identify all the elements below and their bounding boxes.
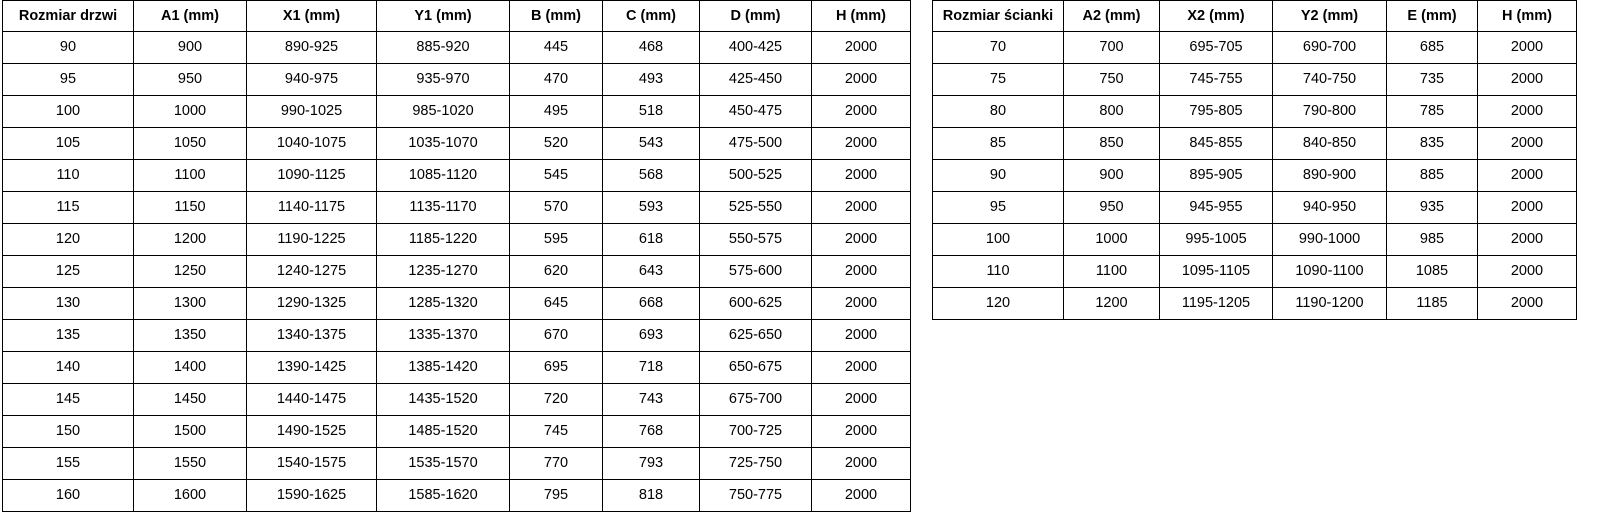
- table-cell: 750: [1064, 64, 1160, 96]
- table-cell: 1100: [1064, 256, 1160, 288]
- table-cell: 885-920: [377, 32, 510, 64]
- table-cell: 700: [1064, 32, 1160, 64]
- walls-dimensions-table-container: [932, 0, 1562, 320]
- table-cell: 495: [510, 96, 603, 128]
- table-cell: 850: [1064, 128, 1160, 160]
- table-row: [3, 416, 911, 448]
- column-header: A1 (mm): [134, 1, 247, 32]
- table-cell: 570: [510, 192, 603, 224]
- table-cell: 995-1005: [1160, 224, 1273, 256]
- table-cell: 2000: [1478, 128, 1577, 160]
- table-cell: 1040-1075: [247, 128, 377, 160]
- table-cell: 670: [510, 320, 603, 352]
- table-cell: 690-700: [1273, 32, 1387, 64]
- table-cell: 750-775: [700, 480, 812, 512]
- table-cell: 790-800: [1273, 96, 1387, 128]
- table-cell: 900: [134, 32, 247, 64]
- table-cell: 1150: [134, 192, 247, 224]
- table-cell: 1200: [1064, 288, 1160, 320]
- table-cell: 2000: [812, 384, 911, 416]
- table-cell: 840-850: [1273, 128, 1387, 160]
- table-cell: 525-550: [700, 192, 812, 224]
- table-cell: 1190-1225: [247, 224, 377, 256]
- table-cell: 645: [510, 288, 603, 320]
- table-cell: 743: [603, 384, 700, 416]
- table-row: [3, 96, 911, 128]
- table-header-row: [3, 1, 911, 32]
- table-cell: 643: [603, 256, 700, 288]
- table-cell: 618: [603, 224, 700, 256]
- table-cell: 2000: [812, 64, 911, 96]
- table-cell: 793: [603, 448, 700, 480]
- table-cell: 845-855: [1160, 128, 1273, 160]
- table-row: [3, 192, 911, 224]
- table-cell: 985-1020: [377, 96, 510, 128]
- table-cell: 1085-1120: [377, 160, 510, 192]
- table-cell: 1285-1320: [377, 288, 510, 320]
- column-header: Rozmiar ścianki: [933, 1, 1064, 32]
- table-cell: 795: [510, 480, 603, 512]
- table-cell: 2000: [812, 128, 911, 160]
- table-cell: 695-705: [1160, 32, 1273, 64]
- column-header: Y1 (mm): [377, 1, 510, 32]
- table-row: [933, 32, 1577, 64]
- column-header: H (mm): [812, 1, 911, 32]
- doors-dimensions-table-container: [2, 0, 886, 512]
- table-cell: 90: [933, 160, 1064, 192]
- table-cell: 1250: [134, 256, 247, 288]
- table-cell: 1240-1275: [247, 256, 377, 288]
- table-cell: 1450: [134, 384, 247, 416]
- table-cell: 2000: [812, 288, 911, 320]
- table-cell: 625-650: [700, 320, 812, 352]
- table-cell: 725-750: [700, 448, 812, 480]
- table-cell: 575-600: [700, 256, 812, 288]
- table-row: [933, 64, 1577, 96]
- column-header: D (mm): [700, 1, 812, 32]
- table-cell: 770: [510, 448, 603, 480]
- table-cell: 1195-1205: [1160, 288, 1273, 320]
- table-cell: 470: [510, 64, 603, 96]
- table-cell: 468: [603, 32, 700, 64]
- table-cell: 1085: [1387, 256, 1478, 288]
- table-cell: 2000: [812, 96, 911, 128]
- table-cell: 2000: [812, 256, 911, 288]
- table-cell: 520: [510, 128, 603, 160]
- table-cell: 493: [603, 64, 700, 96]
- table-cell: 140: [3, 352, 134, 384]
- table-cell: 2000: [812, 224, 911, 256]
- table-cell: 80: [933, 96, 1064, 128]
- table-cell: 720: [510, 384, 603, 416]
- table-cell: 545: [510, 160, 603, 192]
- table-cell: 1235-1270: [377, 256, 510, 288]
- table-cell: 2000: [812, 448, 911, 480]
- table-row: [933, 128, 1577, 160]
- table-cell: 1390-1425: [247, 352, 377, 384]
- table-cell: 990-1000: [1273, 224, 1387, 256]
- table-cell: 2000: [812, 352, 911, 384]
- table-cell: 2000: [812, 416, 911, 448]
- table-cell: 100: [933, 224, 1064, 256]
- table-cell: 1550: [134, 448, 247, 480]
- table-cell: 675-700: [700, 384, 812, 416]
- table-cell: 160: [3, 480, 134, 512]
- table-cell: 745-755: [1160, 64, 1273, 96]
- table-cell: 900: [1064, 160, 1160, 192]
- table-cell: 595: [510, 224, 603, 256]
- table-cell: 445: [510, 32, 603, 64]
- table-cell: 1135-1170: [377, 192, 510, 224]
- table-row: [933, 96, 1577, 128]
- table-cell: 75: [933, 64, 1064, 96]
- table-cell: 740-750: [1273, 64, 1387, 96]
- table-cell: 593: [603, 192, 700, 224]
- table-cell: 668: [603, 288, 700, 320]
- table-cell: 990-1025: [247, 96, 377, 128]
- column-header: X2 (mm): [1160, 1, 1273, 32]
- table-cell: 945-955: [1160, 192, 1273, 224]
- table-row: [3, 64, 911, 96]
- table-cell: 1400: [134, 352, 247, 384]
- table-cell: 1090-1100: [1273, 256, 1387, 288]
- table-cell: 1435-1520: [377, 384, 510, 416]
- table-cell: 155: [3, 448, 134, 480]
- table-cell: 568: [603, 160, 700, 192]
- table-cell: 2000: [1478, 64, 1577, 96]
- table-cell: 1540-1575: [247, 448, 377, 480]
- table-cell: 1090-1125: [247, 160, 377, 192]
- table-cell: 125: [3, 256, 134, 288]
- table-cell: 1140-1175: [247, 192, 377, 224]
- table-cell: 890-900: [1273, 160, 1387, 192]
- table-cell: 2000: [1478, 288, 1577, 320]
- table-cell: 768: [603, 416, 700, 448]
- table-cell: 2000: [1478, 96, 1577, 128]
- table-header-row: [933, 1, 1577, 32]
- table-row: [933, 288, 1577, 320]
- table-cell: 1185-1220: [377, 224, 510, 256]
- table-cell: 1185: [1387, 288, 1478, 320]
- column-header: X1 (mm): [247, 1, 377, 32]
- column-header: Y2 (mm): [1273, 1, 1387, 32]
- table-cell: 950: [1064, 192, 1160, 224]
- table-cell: 2000: [812, 320, 911, 352]
- table-cell: 620: [510, 256, 603, 288]
- table-cell: 685: [1387, 32, 1478, 64]
- table-cell: 95: [3, 64, 134, 96]
- table-cell: 2000: [1478, 192, 1577, 224]
- table-cell: 735: [1387, 64, 1478, 96]
- column-header: A2 (mm): [1064, 1, 1160, 32]
- table-row: [933, 192, 1577, 224]
- table-cell: 130: [3, 288, 134, 320]
- table-cell: 1535-1570: [377, 448, 510, 480]
- table-cell: 550-575: [700, 224, 812, 256]
- table-cell: 600-625: [700, 288, 812, 320]
- column-header: B (mm): [510, 1, 603, 32]
- table-cell: 1190-1200: [1273, 288, 1387, 320]
- table-cell: 90: [3, 32, 134, 64]
- table-cell: 890-925: [247, 32, 377, 64]
- table-cell: 2000: [1478, 256, 1577, 288]
- table-cell: 818: [603, 480, 700, 512]
- table-cell: 650-675: [700, 352, 812, 384]
- table-cell: 885: [1387, 160, 1478, 192]
- walls-dimensions-table: [932, 0, 1577, 320]
- table-cell: 940-975: [247, 64, 377, 96]
- table-cell: 695: [510, 352, 603, 384]
- table-cell: 110: [3, 160, 134, 192]
- table-cell: 1490-1525: [247, 416, 377, 448]
- table-cell: 1100: [134, 160, 247, 192]
- table-cell: 120: [3, 224, 134, 256]
- table-row: [3, 320, 911, 352]
- table-cell: 1350: [134, 320, 247, 352]
- table-cell: 1340-1375: [247, 320, 377, 352]
- table-cell: 100: [3, 96, 134, 128]
- table-cell: 518: [603, 96, 700, 128]
- table-cell: 2000: [812, 160, 911, 192]
- table-row: [3, 480, 911, 512]
- table-cell: 940-950: [1273, 192, 1387, 224]
- table-cell: 1590-1625: [247, 480, 377, 512]
- table-cell: 1385-1420: [377, 352, 510, 384]
- table-cell: 835: [1387, 128, 1478, 160]
- table-cell: 1585-1620: [377, 480, 510, 512]
- table-cell: 800: [1064, 96, 1160, 128]
- table-cell: 700-725: [700, 416, 812, 448]
- table-row: [933, 160, 1577, 192]
- table-cell: 693: [603, 320, 700, 352]
- table-cell: 1300: [134, 288, 247, 320]
- table-cell: 2000: [812, 32, 911, 64]
- table-cell: 1500: [134, 416, 247, 448]
- table-cell: 1200: [134, 224, 247, 256]
- table-cell: 935: [1387, 192, 1478, 224]
- table-row: [933, 256, 1577, 288]
- table-row: [3, 448, 911, 480]
- table-cell: 145: [3, 384, 134, 416]
- table-row: [3, 352, 911, 384]
- table-cell: 425-450: [700, 64, 812, 96]
- table-cell: 718: [603, 352, 700, 384]
- table-cell: 935-970: [377, 64, 510, 96]
- table-cell: 2000: [1478, 160, 1577, 192]
- table-row: [3, 32, 911, 64]
- table-row: [3, 224, 911, 256]
- table-cell: 1335-1370: [377, 320, 510, 352]
- table-cell: 745: [510, 416, 603, 448]
- table-cell: 70: [933, 32, 1064, 64]
- column-header: H (mm): [1478, 1, 1577, 32]
- table-row: [3, 384, 911, 416]
- table-cell: 2000: [1478, 32, 1577, 64]
- table-cell: 1000: [1064, 224, 1160, 256]
- table-cell: 2000: [812, 192, 911, 224]
- table-row: [3, 128, 911, 160]
- table-cell: 85: [933, 128, 1064, 160]
- table-cell: 985: [1387, 224, 1478, 256]
- table-cell: 150: [3, 416, 134, 448]
- table-row: [3, 288, 911, 320]
- table-row: [933, 224, 1577, 256]
- table-cell: 895-905: [1160, 160, 1273, 192]
- table-row: [3, 160, 911, 192]
- table-cell: 2000: [1478, 224, 1577, 256]
- column-header: Rozmiar drzwi: [3, 1, 134, 32]
- table-cell: 475-500: [700, 128, 812, 160]
- table-cell: 400-425: [700, 32, 812, 64]
- table-cell: 1095-1105: [1160, 256, 1273, 288]
- table-cell: 1440-1475: [247, 384, 377, 416]
- table-row: [3, 256, 911, 288]
- table-cell: 500-525: [700, 160, 812, 192]
- table-cell: 105: [3, 128, 134, 160]
- column-header: C (mm): [603, 1, 700, 32]
- column-header: E (mm): [1387, 1, 1478, 32]
- table-cell: 135: [3, 320, 134, 352]
- table-cell: 785: [1387, 96, 1478, 128]
- table-cell: 1600: [134, 480, 247, 512]
- table-cell: 1000: [134, 96, 247, 128]
- table-cell: 543: [603, 128, 700, 160]
- table-cell: 95: [933, 192, 1064, 224]
- table-cell: 110: [933, 256, 1064, 288]
- doors-dimensions-table: [2, 0, 911, 512]
- table-cell: 115: [3, 192, 134, 224]
- table-cell: 795-805: [1160, 96, 1273, 128]
- table-cell: 950: [134, 64, 247, 96]
- table-cell: 450-475: [700, 96, 812, 128]
- table-cell: 1290-1325: [247, 288, 377, 320]
- table-cell: 1050: [134, 128, 247, 160]
- table-cell: 2000: [812, 480, 911, 512]
- table-cell: 1485-1520: [377, 416, 510, 448]
- table-cell: 1035-1070: [377, 128, 510, 160]
- table-cell: 120: [933, 288, 1064, 320]
